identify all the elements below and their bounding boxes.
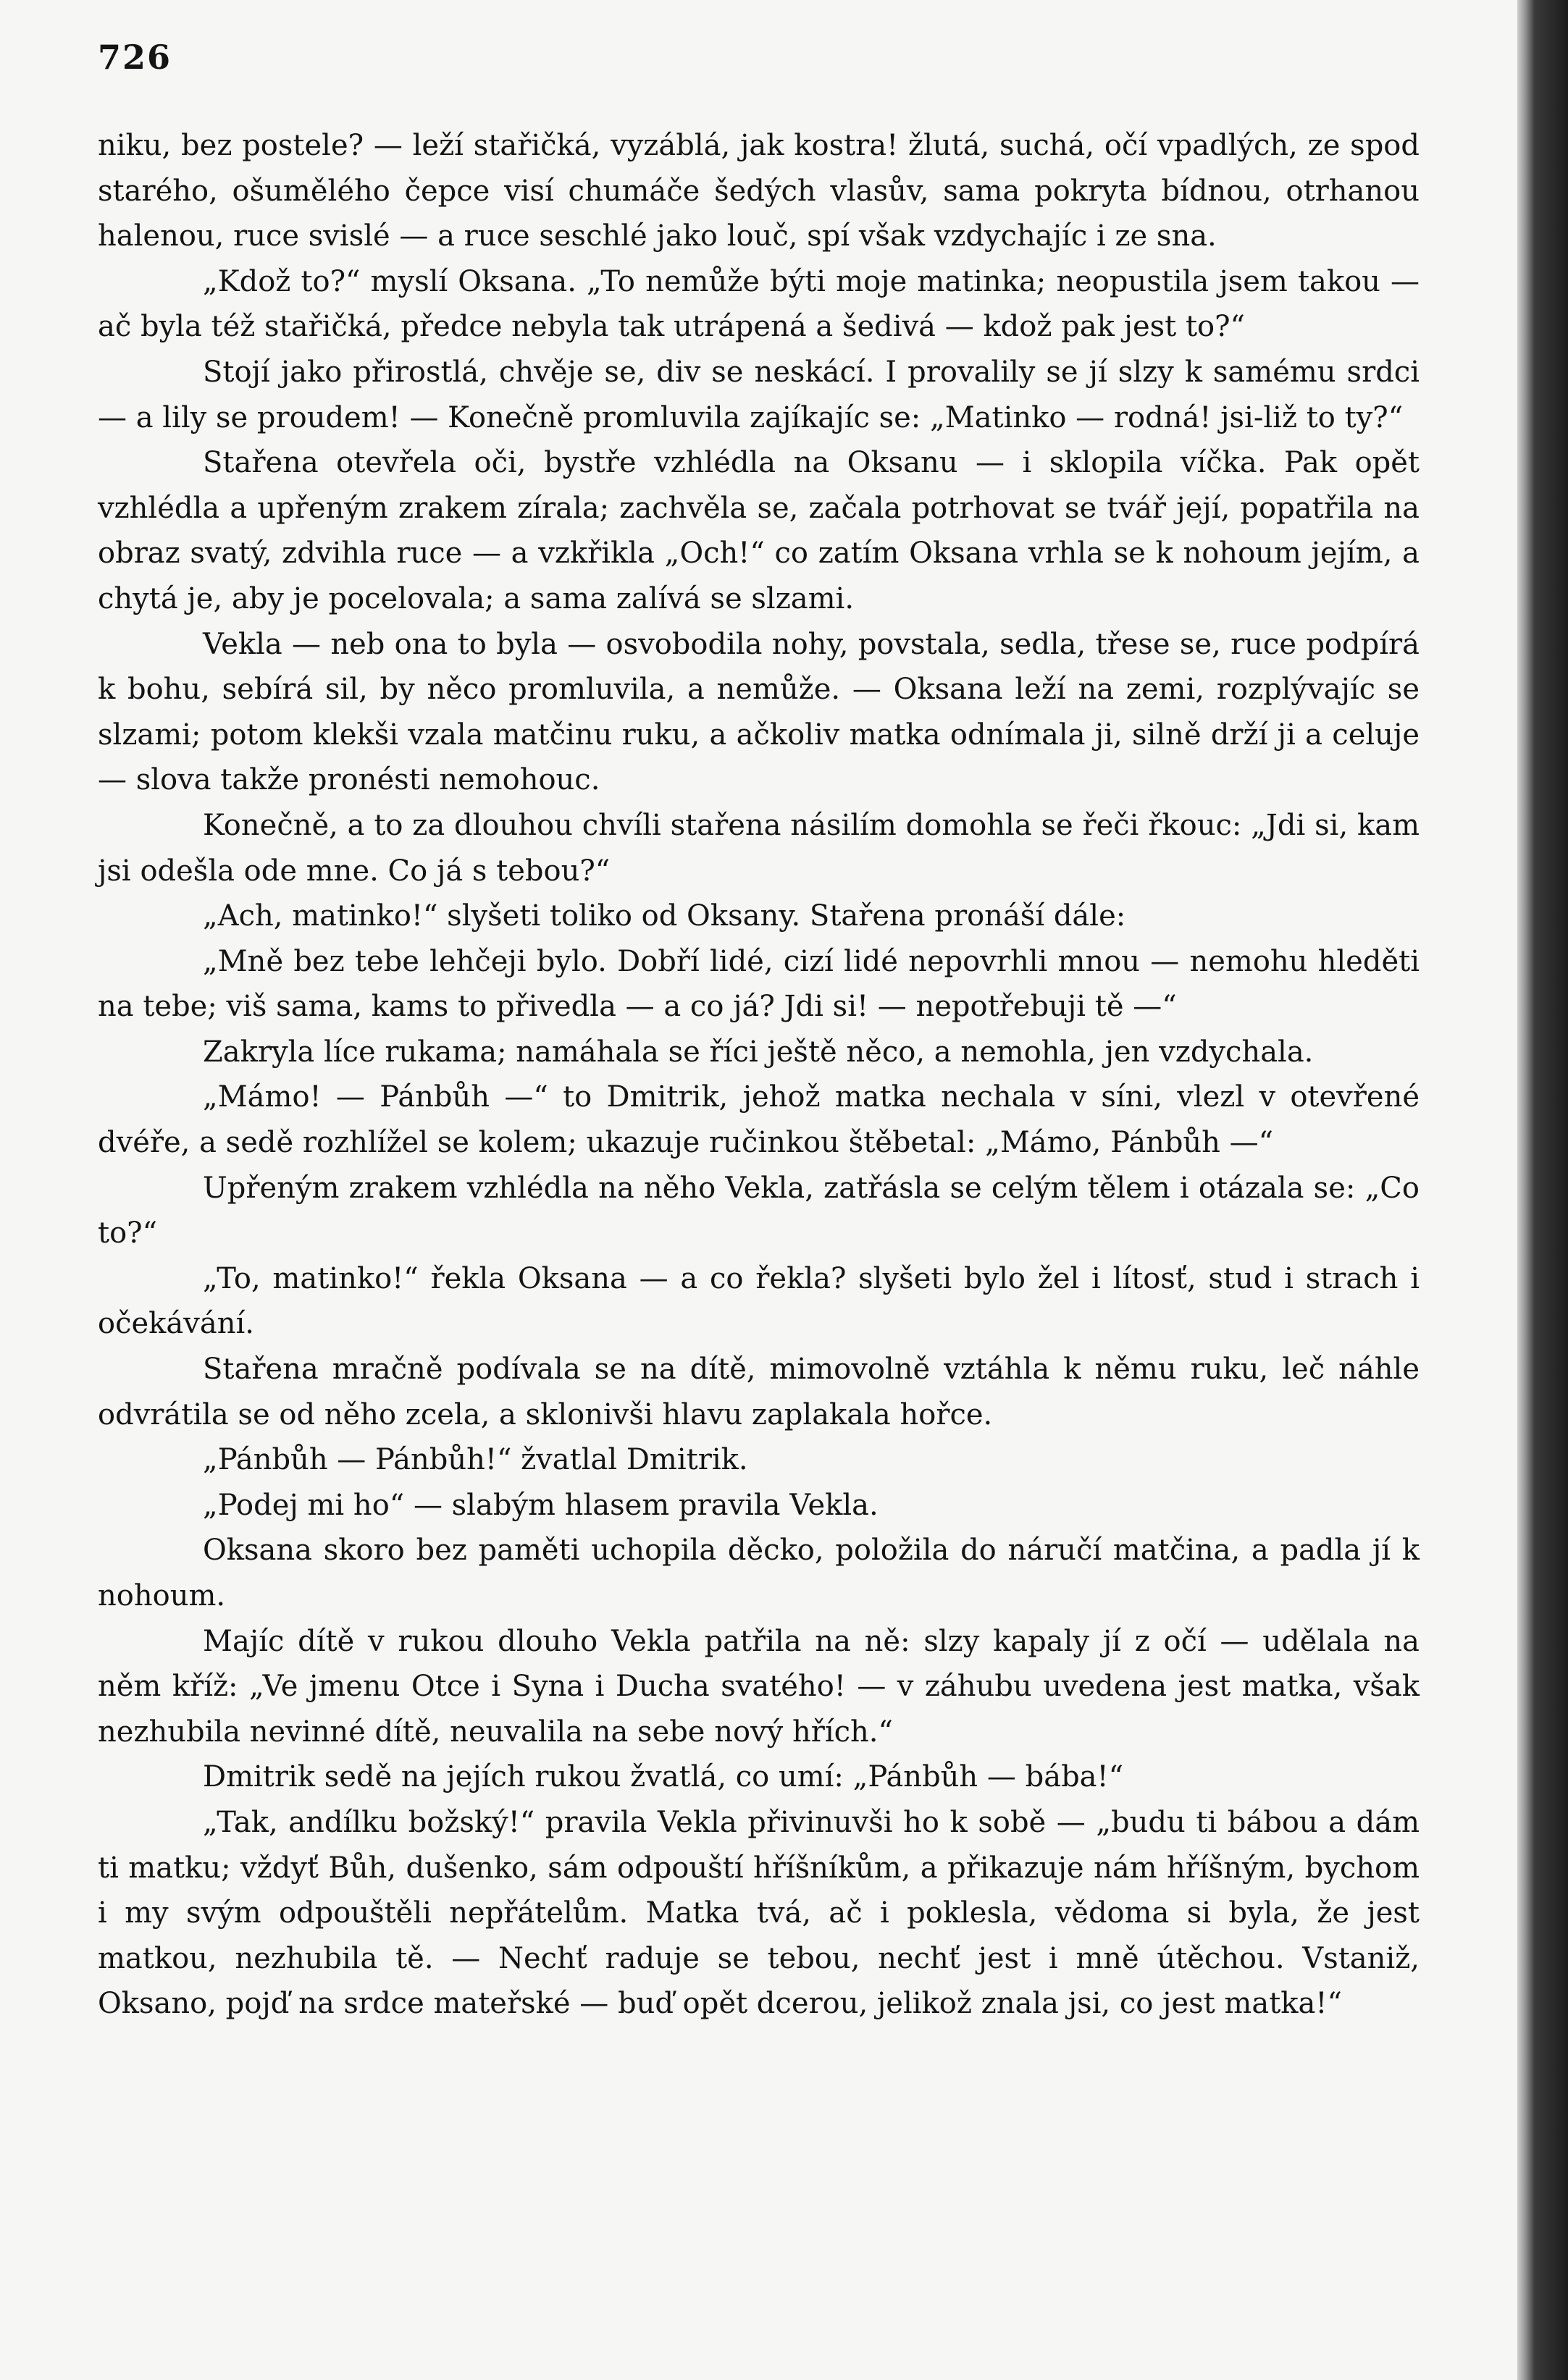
paragraph: „Pánbůh — Pánbůh!“ žvatlal Dmitrik. <box>203 1443 748 1477</box>
paragraph: „Mámo! — Pánbůh —“ to Dmitrik, jehož matka nechala v síni, vlezl v otevřené dvéře, a sedě rozhlížel se kolem; ukazuje ručinkou štěbetal: „Mámo, Pánbůh —“ <box>98 1080 1420 1160</box>
paragraph: Stařena otevřela oči, bystře vzhlédla na Oksanu — i sklopila víčka. Pak opět vzhlédla a upřeným zrakem zírala; zachvěla se, začala potrhovat se tvář její, popatřila na obraz svatý, zdvihla ruce — a vzkřikla „Och!“ co zatím Oksana vrhla se k nohoum jejím, a chytá je, aby je pocelovala; a sama zalívá se slzami. <box>98 446 1420 615</box>
page-edge-shadow <box>1517 0 1568 2380</box>
paragraph: Oksana skoro bez paměti uchopila děcko, položila do náručí matčina, a padla jí k nohoum. <box>98 1534 1420 1612</box>
paragraph: „To, matinko!“ řekla Oksana — a co řekla? slyšeti bylo žel i lítosť, stud i strach i očekávání. <box>98 1261 1420 1341</box>
paragraph: Dmitrik sedě na jejích rukou žvatlá, co umí: „Pánbůh — bába!“ <box>203 1760 1124 1794</box>
paragraph: Konečně, a to za dlouhou chvíli stařena násilím domohla se řeči řkouc: „Jdi si, kam jsi odešla ode mne. Co já s tebou?“ <box>98 808 1420 888</box>
page-number: 726 <box>98 38 172 77</box>
paragraph: Majíc dítě v rukou dlouho Vekla patřila na ně: slzy kapaly jí z očí — udělala na něm kříž: „Ve jmenu Otce i Syna i Ducha svatého! — v záhubu uvedena jest matka, však nezhubila nevinné dítě, neuvalila na sebe nový hřích.“ <box>98 1624 1420 1749</box>
paragraph: Zakryla líce rukama; namáhala se říci ještě něco, a nemohla, jen vzdychala. <box>203 1035 1314 1069</box>
paragraph: Vekla — neb ona to byla — osvobodila nohy, povstala, sedla, třese se, ruce podpírá k bohu, sebírá sil, by něco promluvila, a nemůže. — Oksana leží na zemi, rozplývajíc se slzami; potom klekši vzala matčinu ruku, a ačkoliv matka odnímala ji, silně drží ji a celuje — slova takže pronésti nemohouc. <box>98 627 1420 797</box>
paragraph: „Ach, matinko!“ slyšeti toliko od Oksany. Stařena pronáší dále: <box>203 899 1126 933</box>
paragraph: „Kdož to?“ myslí Oksana. „To nemůže býti moje matinka; neopustila jsem takou — ač byla též stařičká, předce nebyla tak utrápená a šedivá — kdož pak jest to?“ <box>98 264 1420 344</box>
paragraph: „Tak, andílku božský!“ pravila Vekla přivinuvši ho k sobě — „budu ti bábou a dám ti matku; vždyť Bůh, dušenko, sám odpouští hříšníkům, a přikazuje nám hříšným, bychom i my svým odpouštěli nepřátelům. Matka tvá, ač i poklesla, vědoma si byla, že jest matkou, nezhubila tě. — Nechť raduje se tebou, nechť jest i mně útěchou. Vstaniž, Oksano, pojď na srdce mateřské — buď opět dcerou, jelikož znala jsi, co jest matka!“ <box>98 1805 1420 2021</box>
paragraph: Stojí jako přirostlá, chvěje se, div se neskácí. I provalily se jí slzy k samému srdci — a lily se proudem! — Konečně promluvila zajíkajíc se: „Matinko — rodná! jsi-liž to ty?“ <box>98 355 1420 434</box>
body-text <box>98 123 1420 2027</box>
paragraph: „Mně bez tebe lehčeji bylo. Dobří lidé, cizí lidé nepovrhli mnou — nemohu hleděti na tebe; viš sama, kams to přivedla — a co já? Jdi si! — nepotřebuji tě —“ <box>98 944 1420 1024</box>
paragraph: Stařena mračně podívala se na dítě, mimovolně vztáhla k němu ruku, leč náhle odvrátila se od něho zcela, a sklonivši hlavu zaplakala hořce. <box>98 1353 1420 1431</box>
paragraph: Upřeným zrakem vzhlédla na něho Vekla, zatřásla se celým tělem i otázala se: „Co to?“ <box>98 1171 1420 1250</box>
paragraph: niku, bez postele? — leží stařičká, vyzáblá, jak kostra! žlutá, suchá, očí vpadlých, ze spod starého, ošumělého čepce visí chumáče šedých vlasův, sama pokryta bídnou, otrhanou halenou, ruce svislé — a ruce seschlé jako louč, spí však vzdychajíc i ze sna. <box>98 129 1420 253</box>
paragraph: „Podej mi ho“ — slabým hlasem pravila Vekla. <box>203 1488 879 1522</box>
